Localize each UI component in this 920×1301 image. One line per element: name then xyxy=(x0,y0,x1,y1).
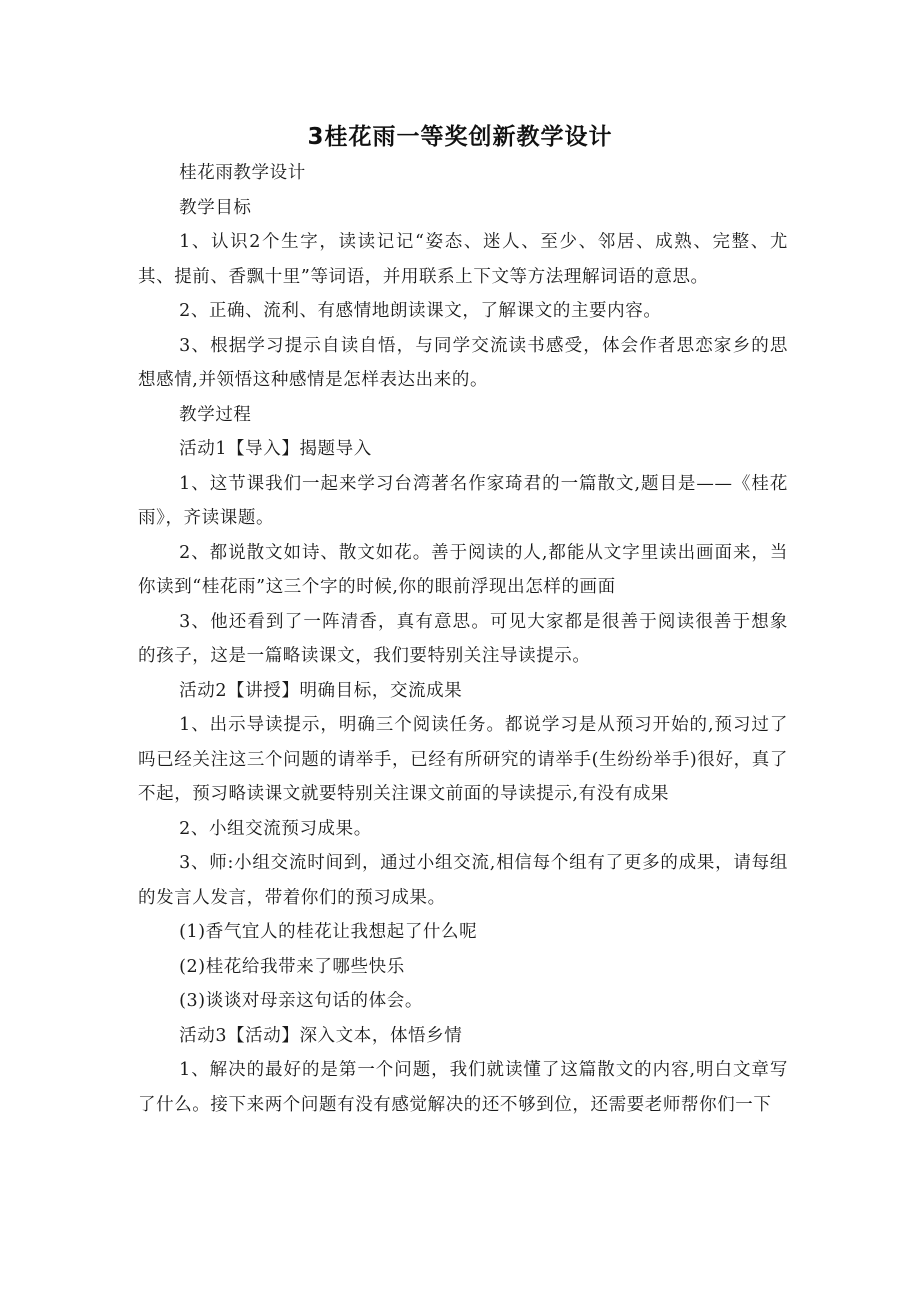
activity-3-step-1: 1、解决的最好的是第一个问题，我们就读懂了这篇散文的内容,明白文章写了什么。接下来两个问题有没有感觉解决的还不够到位，还需要老师帮你们一下 xyxy=(138,1060,788,1115)
activity-2-step-3: 3、师:小组交流时间到，通过小组交流,相信每个组有了更多的成果，请每组的发言人发言，带着你们的预习成果。 xyxy=(138,853,788,908)
activity-2-step-1: 1、出示导读提示，明确三个阅读任务。都说学习是从预习开始的,预习过了吗已经关注这三个问题的请举手，已经有所研究的请举手(生纷纷举手)很好，真了不起，预习略读课文就要特别关注课文前面的导读提示,有没有成果 xyxy=(138,715,788,804)
document-body xyxy=(138,156,788,1122)
question-item-2: (2)桂花给我带来了哪些快乐 xyxy=(179,956,405,977)
activity-1-heading: 活动1【导入】揭题导入 xyxy=(179,439,372,459)
activity-2-heading: 活动2【讲授】明确目标，交流成果 xyxy=(179,680,463,701)
question-item-3: (3)谈谈对母亲这句话的体会。 xyxy=(179,991,423,1011)
activity-2-step-2: 2、小组交流预习成果。 xyxy=(179,818,372,839)
paragraph-doc-subtitle: 桂花雨教学设计 xyxy=(179,163,306,183)
activity-1-step-1: 1、这节课我们一起来学习台湾著名作家琦君的一篇散文,题目是——《桂花雨》，齐读课题。 xyxy=(138,473,788,528)
activity-1-step-3: 3、他还看到了一阵清香，真有意思。可见大家都是很善于阅读很善于想象的孩子，这是一篇略读课文，我们要特别关注导读提示。 xyxy=(138,611,788,666)
document-title: 3桂花雨一等奖创新教学设计 xyxy=(307,124,613,150)
activity-3-heading: 活动3【活动】深入文本，体悟乡情 xyxy=(179,1025,463,1046)
heading-teaching-process: 教学过程 xyxy=(179,404,252,425)
question-item-1: (1)香气宜人的桂花让我想起了什么呢 xyxy=(179,922,478,942)
goal-item-3: 3、根据学习提示自读自悟，与同学交流读书感受，体会作者思恋家乡的思想感情,并领悟这种感情是怎样表达出来的。 xyxy=(138,335,788,390)
goal-item-2: 2、正确、流利、有感情地朗读课文，了解课文的主要内容。 xyxy=(179,301,662,321)
activity-1-step-2: 2、都说散文如诗、散文如花。善于阅读的人,都能从文字里读出画面来，当你读到“桂花雨”这三个字的时候,你的眼前浮现出怎样的画面 xyxy=(138,542,788,597)
heading-teaching-goals: 教学目标 xyxy=(179,197,252,218)
goal-item-1: 1、认识2个生字，读读记记“姿态、迷人、至少、邻居、成熟、完整、尤其、提前、香飘十里”等词语，并用联系上下文等方法理解词语的意思。 xyxy=(138,232,788,287)
